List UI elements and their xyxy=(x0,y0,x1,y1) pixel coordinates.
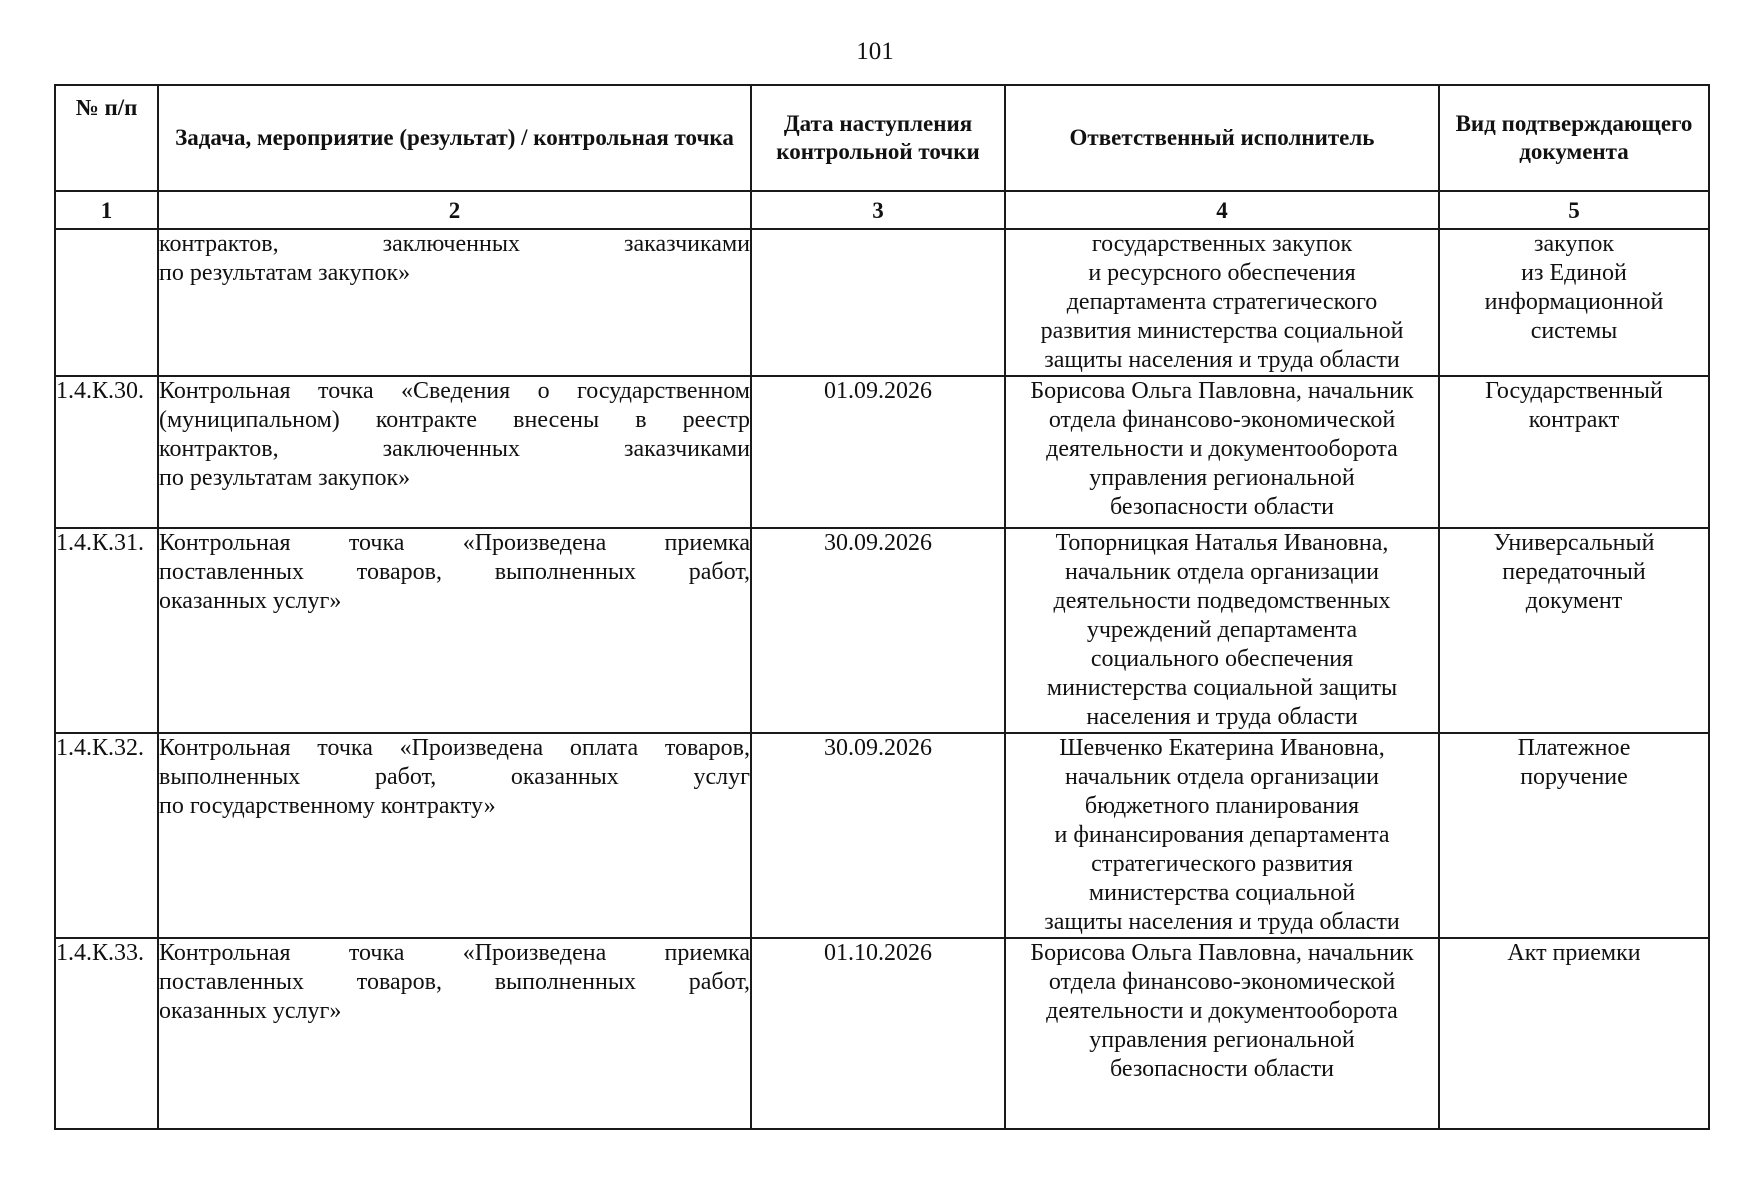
row-date: 30.09.2026 xyxy=(751,528,1005,733)
task-line: Контрольная точка «Сведения о государственном xyxy=(159,378,750,404)
executor-line: управления региональной xyxy=(1089,1027,1355,1053)
row-task xyxy=(158,376,751,528)
row-id: 1.4.К.30. xyxy=(55,376,158,528)
executor-line: защиты населения и труда области xyxy=(1044,347,1400,373)
document-line: системы xyxy=(1530,318,1618,344)
row-document xyxy=(1439,376,1709,528)
table-row xyxy=(55,229,1709,376)
task-line: выполненных работ, оказанных услуг xyxy=(159,764,750,790)
document-line: закупок xyxy=(1534,231,1614,257)
document-line: документ xyxy=(1525,588,1623,614)
executor-line: министерства социальной xyxy=(1088,880,1356,906)
task-line: (муниципальном) контракте внесены в реестр xyxy=(159,407,750,433)
executor-line: безопасности области xyxy=(1110,494,1334,520)
executor-line: министерства социальной защиты xyxy=(1046,675,1398,701)
document-line: поручение xyxy=(1520,764,1628,790)
row-task xyxy=(158,528,751,733)
row-executor xyxy=(1005,229,1439,376)
executor-line: и ресурсного обеспечения xyxy=(1088,260,1356,286)
executor-line: начальник отдела организации xyxy=(1065,559,1379,585)
row-id: 1.4.К.31. xyxy=(55,528,158,733)
executor-line: бюджетного планирования xyxy=(1084,793,1360,819)
column-number: 1 xyxy=(55,191,158,229)
document-line: Акт приемки xyxy=(1507,940,1641,966)
task-line: Контрольная точка «Произведена оплата товаров, xyxy=(159,735,750,761)
executor-line: отдела финансово-экономической xyxy=(1048,969,1396,995)
task-line: контрактов, заключенных заказчиками xyxy=(159,436,750,462)
row-id: 1.4.К.33. xyxy=(55,938,158,1129)
row-id: 1.4.К.32. xyxy=(55,733,158,938)
task-line: по результатам закупок» xyxy=(159,260,411,286)
executor-line: Борисова Ольга Павловна, начальник xyxy=(1030,378,1414,404)
header-task: Задача, мероприятие (результат) / контрольная точка xyxy=(158,85,751,191)
task-line: по государственному контракту» xyxy=(159,793,496,819)
row-task xyxy=(158,733,751,938)
executor-line: департамента стратегического xyxy=(1066,289,1378,315)
executor-line: Шевченко Екатерина Ивановна, xyxy=(1059,735,1385,761)
row-executor xyxy=(1005,938,1439,1129)
task-line: поставленных товаров, выполненных работ, xyxy=(159,559,750,585)
executor-line: социального обеспечения xyxy=(1090,646,1354,672)
row-task xyxy=(158,938,751,1129)
executor-line: Топорницкая Наталья Ивановна, xyxy=(1055,530,1389,556)
row-document xyxy=(1439,528,1709,733)
executor-line: безопасности области xyxy=(1110,1056,1334,1082)
header-document: Вид подтверждающего документа xyxy=(1439,85,1709,191)
document-line: информационной xyxy=(1484,289,1664,315)
row-document xyxy=(1439,229,1709,376)
column-number: 5 xyxy=(1439,191,1709,229)
executor-line: защиты населения и труда области xyxy=(1044,909,1400,935)
column-number: 4 xyxy=(1005,191,1439,229)
document-line: Платежное xyxy=(1517,735,1631,761)
executor-line: отдела финансово-экономической xyxy=(1048,407,1396,433)
page-number: 101 xyxy=(856,38,894,65)
executor-line: государственных закупок xyxy=(1091,231,1353,257)
executor-line: Борисова Ольга Павловна, начальник xyxy=(1030,940,1414,966)
table-row xyxy=(55,528,1709,733)
executor-line: деятельности и документооборота xyxy=(1046,436,1398,462)
task-line: Контрольная точка «Произведена приемка xyxy=(159,940,750,966)
header-number: № п/п xyxy=(55,85,158,191)
table-header-row xyxy=(55,85,1709,191)
control-points-table xyxy=(54,84,1710,1130)
row-document xyxy=(1439,733,1709,938)
column-number: 3 xyxy=(751,191,1005,229)
table-row xyxy=(55,938,1709,1129)
executor-line: и финансирования департамента xyxy=(1054,822,1390,848)
row-executor xyxy=(1005,528,1439,733)
header-date: Дата наступления контрольной точки xyxy=(751,85,1005,191)
row-executor xyxy=(1005,733,1439,938)
document-line: контракт xyxy=(1528,407,1620,433)
task-line: по результатам закупок» xyxy=(159,465,411,491)
executor-line: начальник отдела организации xyxy=(1065,764,1379,790)
row-document xyxy=(1439,938,1709,1129)
header-executor: Ответственный исполнитель xyxy=(1005,85,1439,191)
executor-line: учреждений департамента xyxy=(1086,617,1358,643)
executor-line: развития министерства социальной xyxy=(1040,318,1404,344)
column-number-row xyxy=(55,191,1709,229)
table-body xyxy=(55,229,1709,1129)
executor-line: деятельности подведомственных xyxy=(1053,588,1391,614)
task-line: оказанных услуг» xyxy=(159,588,342,614)
task-line: оказанных услуг» xyxy=(159,998,342,1024)
document-line: из Единой xyxy=(1521,260,1627,286)
row-date: 01.10.2026 xyxy=(751,938,1005,1129)
executor-line: управления региональной xyxy=(1089,465,1355,491)
task-line: контрактов, заключенных заказчиками xyxy=(159,231,750,257)
row-date: 01.09.2026 xyxy=(751,376,1005,528)
column-number: 2 xyxy=(158,191,751,229)
document-line: Государственный xyxy=(1485,378,1663,404)
task-line: поставленных товаров, выполненных работ, xyxy=(159,969,750,995)
row-executor xyxy=(1005,376,1439,528)
table-row xyxy=(55,376,1709,528)
table-row xyxy=(55,733,1709,938)
executor-line: деятельности и документооборота xyxy=(1046,998,1398,1024)
row-task xyxy=(158,229,751,376)
executor-line: стратегического развития xyxy=(1091,851,1353,877)
document-line: передаточный xyxy=(1502,559,1646,585)
document-line: Универсальный xyxy=(1493,530,1655,556)
task-line: Контрольная точка «Произведена приемка xyxy=(159,530,750,556)
executor-line: населения и труда области xyxy=(1086,704,1358,730)
row-date xyxy=(751,229,1005,376)
row-date: 30.09.2026 xyxy=(751,733,1005,938)
row-id xyxy=(55,229,158,376)
